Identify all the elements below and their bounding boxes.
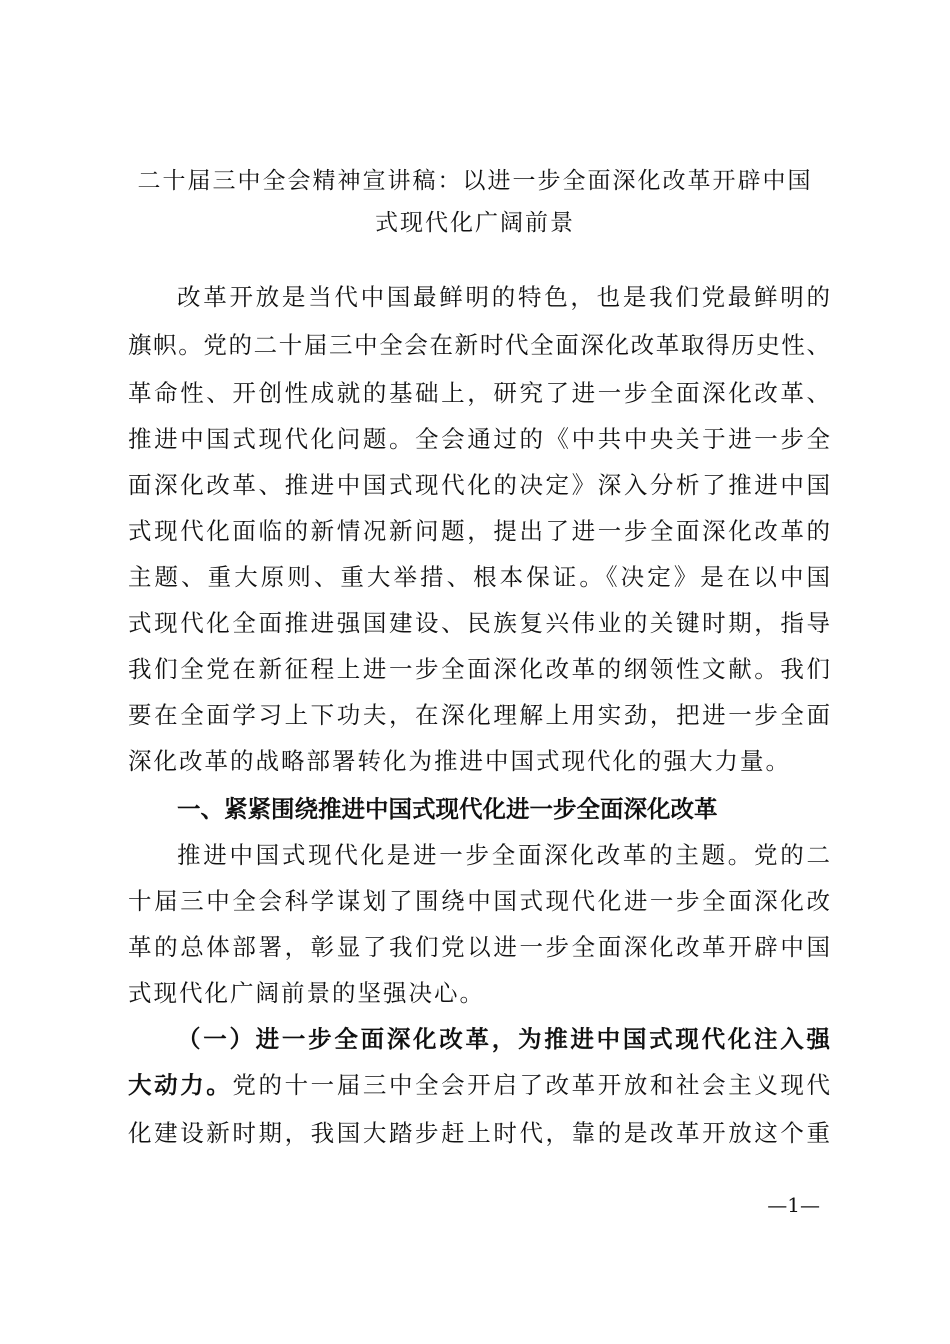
paragraph-line: 深化改革的战略部署转化为推进中国式现代化的强大力量。	[128, 747, 791, 775]
section-heading: 一、紧紧围绕推进中国式现代化进一步全面深化改革	[177, 795, 718, 823]
page-number: —1—	[767, 1193, 820, 1217]
paragraph-line: 式现代化面临的新情况新问题，提出了进一步全面深化改革的	[128, 517, 830, 545]
document-title-line-1: 二十届三中全会精神宣讲稿：以进一步全面深化改革开辟中国	[137, 168, 813, 194]
paragraph-line: 革的总体部署，彰显了我们党以进一步全面深化改革开辟中国	[128, 933, 830, 961]
subsection-heading-tail: 大动力。	[128, 1071, 233, 1099]
paragraph-line: 革命性、开创性成就的基础上，研究了进一步全面深化改革、	[128, 379, 830, 407]
paragraph-line: 旗帜。党的二十届三中全会在新时代全面深化改革取得历史性、	[128, 331, 830, 359]
paragraph-line: 推进中国式现代化问题。全会通过的《中共中央关于进一步全	[128, 425, 830, 453]
paragraph-line	[128, 1070, 830, 1100]
document-title-line-2: 式现代化广阔前景	[375, 210, 575, 236]
paragraph-line: 改革开放是当代中国最鲜明的特色，也是我们党最鲜明的	[177, 283, 830, 311]
paragraph-line: 我们全党在新征程上进一步全面深化改革的纲领性文献。我们	[128, 655, 830, 683]
paragraph-line: 要在全面学习上下功夫，在深化理解上用实劲，把进一步全面	[128, 701, 830, 729]
subsection-heading-line: （一）进一步全面深化改革，为推进中国式现代化注入强	[177, 1025, 830, 1053]
paragraph-line: 式现代化广阔前景的坚强决心。	[128, 979, 485, 1007]
paragraph-line: 面深化改革、推进中国式现代化的决定》深入分析了推进中国	[128, 471, 830, 499]
paragraph-line: 推进中国式现代化是进一步全面深化改革的主题。党的二	[177, 841, 830, 869]
paragraph-line: 十届三中全会科学谋划了围绕中国式现代化进一步全面深化改	[128, 887, 830, 915]
paragraph-line-rest: 党的十一届三中全会开启了改革开放和社会主义现代	[232, 1071, 831, 1099]
paragraph-line: 主题、重大原则、重大举措、根本保证。《决定》是在以中国	[128, 563, 830, 591]
paragraph-line: 化建设新时期，我国大踏步赶上时代，靠的是改革开放这个重	[128, 1119, 830, 1147]
paragraph-line: 式现代化全面推进强国建设、民族复兴伟业的关键时期，指导	[128, 609, 830, 637]
